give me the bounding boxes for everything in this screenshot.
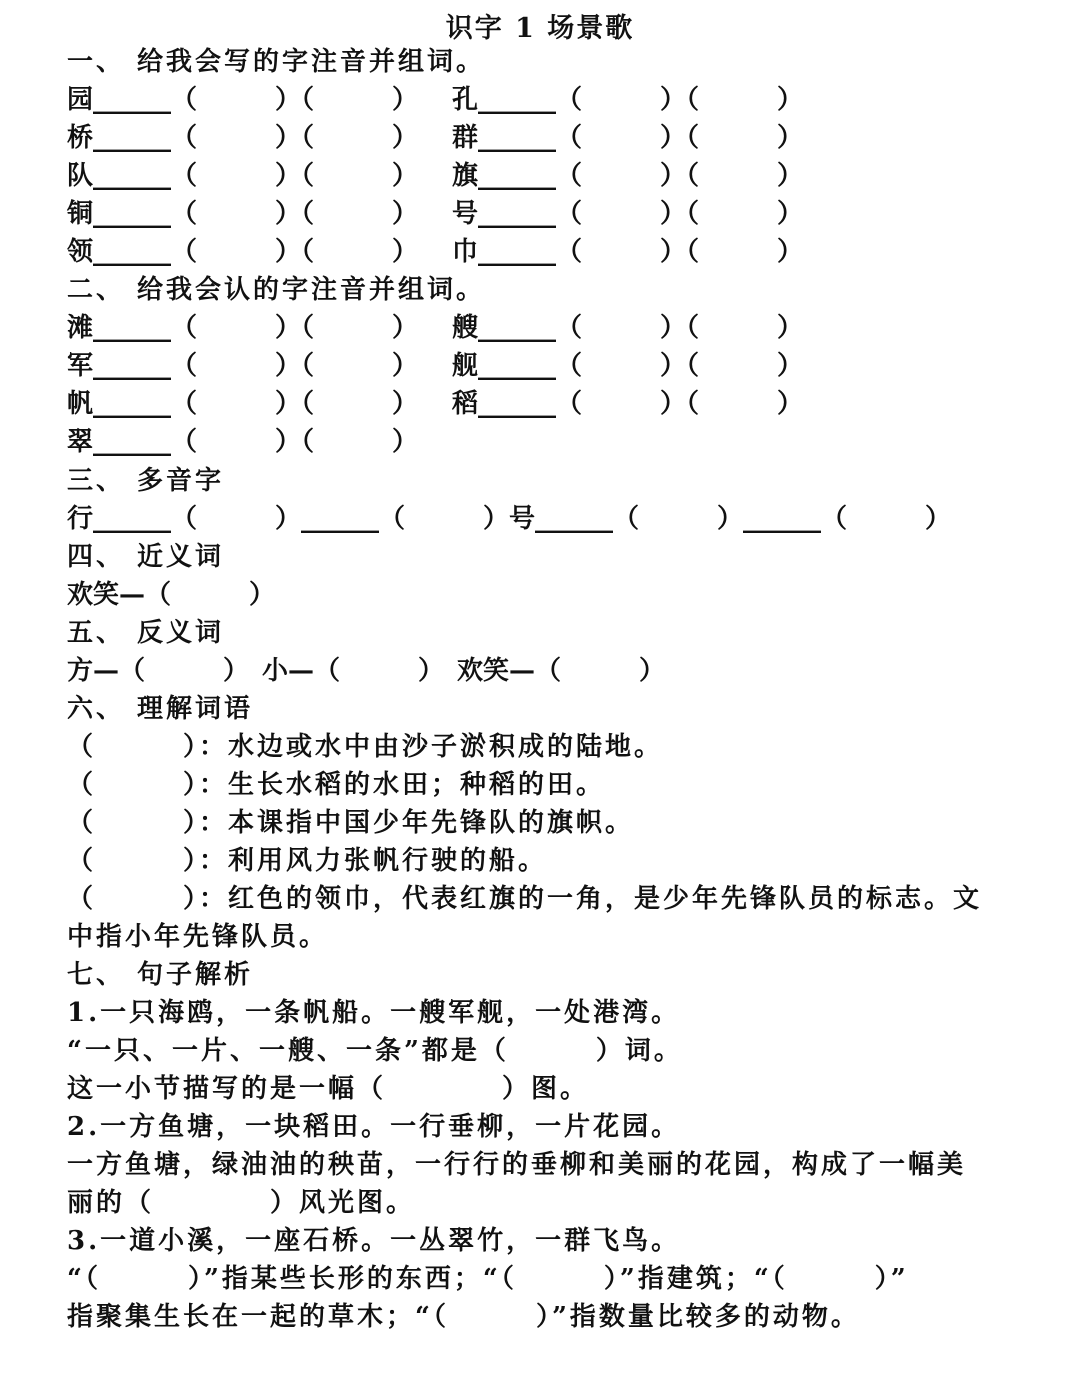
analysis-line: 丽的（ ）风光图。 (67, 1188, 416, 1218)
definition-line: （ ）：生长水稻的水田；种稻的田。 (67, 770, 606, 800)
section3-heading: 三、 多音字 (67, 466, 225, 496)
read-char-left: 军______（ ）（ ） (67, 351, 419, 381)
page-title: 识字 1 场景歌 (445, 13, 635, 44)
write-char-left: 园______（ ）（ ） (67, 85, 419, 115)
antonym-line: 方—（ ） 小—（ ） 欢笑—（ ） (67, 656, 666, 686)
section2-row (67, 424, 419, 460)
section2-heading: 二、 给我会认的字注音并组词。 (67, 275, 486, 305)
analysis-line: 这一小节描写的是一幅（ ）图。 (67, 1074, 590, 1104)
analysis-line: 一方鱼塘，绿油油的秧苗，一行行的垂柳和美丽的花园，构成了一幅美 (67, 1150, 967, 1180)
section2-row (67, 348, 804, 384)
write-char-right: 旗______（ ）（ ） (452, 161, 804, 191)
analysis-line: “（ ）”指某些长形的东西；“（ ）”指建筑；“（ ）” (67, 1264, 909, 1294)
definition-line: 中指小年先锋队员。 (67, 922, 329, 952)
polyphone-line: 行______（ ）______（ ）号______（ ）______（ ） (67, 504, 952, 534)
section1-heading: 一、 给我会写的字注音并组词。 (67, 47, 486, 77)
section6-heading: 六、 理解词语 (67, 694, 254, 724)
section2-row (67, 310, 804, 346)
definition-line: （ ）：利用风力张帆行驶的船。 (67, 846, 548, 876)
read-char-right: 稻______（ ）（ ） (452, 389, 804, 419)
write-char-right: 巾______（ ）（ ） (452, 237, 804, 267)
section5-heading: 五、 反义词 (67, 618, 225, 648)
section1-row (67, 158, 804, 194)
read-char-left: 帆______（ ）（ ） (67, 389, 419, 419)
read-char-right: 艘______（ ）（ ） (452, 313, 804, 343)
section2-row (67, 386, 804, 422)
read-char-right: 舰______（ ）（ ） (452, 351, 804, 381)
write-char-left: 铜______（ ）（ ） (67, 199, 419, 229)
section1-row (67, 196, 804, 232)
write-char-left: 桥______（ ）（ ） (67, 123, 419, 153)
read-char-left: 滩______（ ）（ ） (67, 313, 419, 343)
definition-line: （ ）：水边或水中由沙子淤积成的陆地。 (67, 732, 664, 762)
analysis-line: 2.一方鱼塘，一块稻田。一行垂柳，一片花园。 (67, 1112, 681, 1142)
section7-heading: 七、 句子解析 (67, 960, 254, 990)
analysis-line: 指聚集生长在一起的草木；“（ ）”指数量比较多的动物。 (67, 1302, 860, 1332)
definition-line: （ ）：红色的领巾，代表红旗的一角，是少年先锋队员的标志。文 (67, 884, 983, 914)
section1-row (67, 120, 804, 156)
write-char-right: 号______（ ）（ ） (452, 199, 804, 229)
section1-row (67, 234, 804, 270)
analysis-line: 3.一道小溪，一座石桥。一丛翠竹，一群飞鸟。 (67, 1226, 681, 1256)
synonym-line: 欢笑—（ ） (67, 580, 276, 610)
analysis-line: 1.一只海鸥，一条帆船。一艘军舰，一处港湾。 (67, 998, 681, 1028)
read-char-left: 翠______（ ）（ ） (67, 427, 419, 457)
write-char-left: 领______（ ）（ ） (67, 237, 419, 267)
section4-heading: 四、 近义词 (67, 542, 225, 572)
write-char-right: 孔______（ ）（ ） (452, 85, 804, 115)
analysis-line: “一只、一片、一艘、一条”都是（ ）词。 (67, 1036, 683, 1066)
write-char-left: 队______（ ）（ ） (67, 161, 419, 191)
write-char-right: 群______（ ）（ ） (452, 123, 804, 153)
definition-line: （ ）：本课指中国少年先锋队的旗帜。 (67, 808, 635, 838)
section1-row (67, 82, 804, 118)
